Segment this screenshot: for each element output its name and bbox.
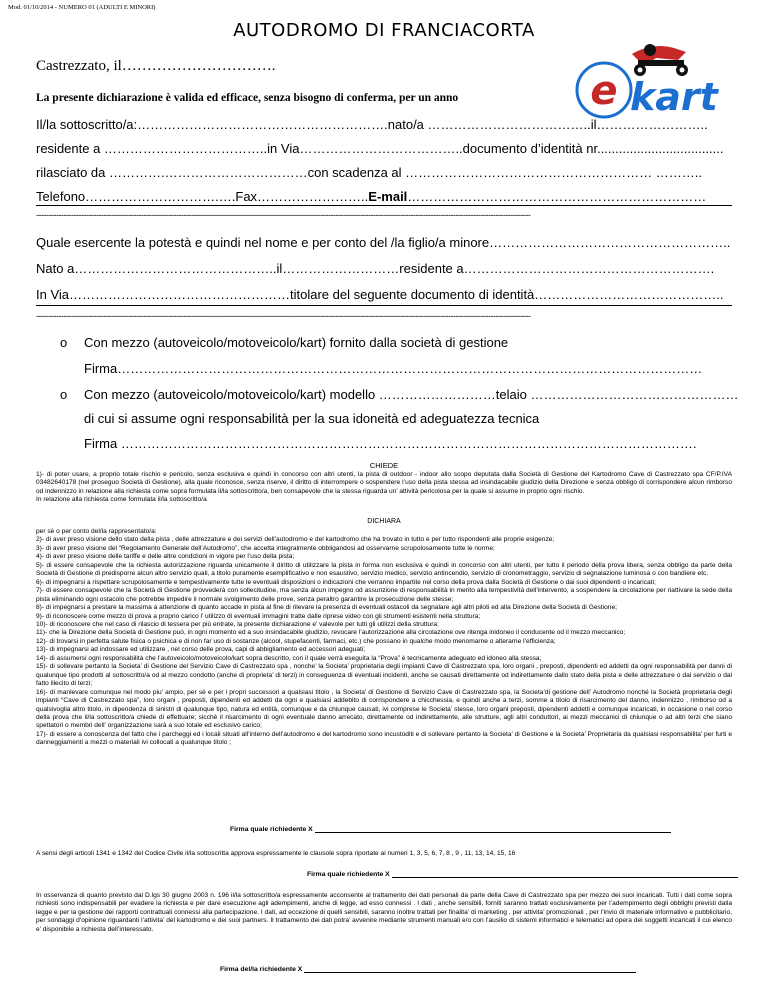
form-line-minor: Quale esercente la potestà e quindi nel nome e per conto del /la figlio/a minore……………………………………………….. — [36, 235, 731, 250]
signature-field-2[interactable]: Firma quale richiedente X — [307, 871, 738, 878]
form-line-document: rilasciato da ………….……………………………con scadenza al ………………………………………………… ……….. — [36, 165, 702, 180]
dashed-separator: ------------------------------------------------------------------------------------------------------------------------------------------------------------------------------------------------------ — [36, 210, 531, 220]
signature-line-2: Firma ……………………………………………………………………………………………………………………. — [84, 436, 697, 451]
phone-fax-label: Telefono………………………….….Fax…………………….. — [36, 189, 369, 204]
dichiara-clauses: per sè o per conto del/la rappresentato/a: 2)- di aver preso visione dello stato della pista , delle attrezzature e dei servizi dell’autodromo e del kartodromo che ha trovato in tutto e per tutto rispondenti alle proprie esigenze; 3)- di aver preso visione del “Regolamento Generale dell’Autodromo”, che accetta integralmente obbligandosi ad osservarne scrupolosamente tutte le norme; 4)- di aver preso visione delle tariffe e delle altre condizioni in vigore per l’uso della pista; 5)- di essere consapevole che la richiesta autorizzazione riguarda unicamente il diritto di utilizzare la pista in forma non esclusiva e quindi in concorso con altri utenti, per tutto il periodo della prova libera, senza obbligo da parte della Società di Gestione di predisporre alcun altro servizio quali, a titolo puramente esemplificativo e non esaustivo, servizio medico, servizio antincendio, servizio di cronometraggio, servizio di segnalazione luminosa o con bandiere etc. 6)- di impegnarsi a rispettare scrupolosamente e tempestivamente tutte le eventuali disposizioni o indicazioni che verranno impartite nel corso della prova dalla Società di Gestione o dai suoi dipendenti o incaricati; 7)- di essere consapevole che la Società di Gestione provvederà con sollecitudine, ma senza alcun impegno od assunzione di responsabilità in merito alla tempestività dell’intervento, a sospendere la circolazione per riattivare la sede della pista eliminando ogni ostacolo che potrebbe impedire il normale svolgimento delle prove, senza peraltro garantire la prosecuzione delle stesse; 8)- di impegnarsi a prestare la massima a attenzione di quanto accade in pista al fine di rilevare la presenza di eventuali ostacoli da segnalare agli altri piloti ed alla Direzione della Società di Gestione; 9)- di riconoscere come mezzo di prova a proprio carico l’ utilizzo di eventuali immagini tratte dalle riprese video con gli strumenti esistenti nella struttura; 10)- di riconoscere che nel caso di rilascio di tessera per più entrate, la presente dichiarazione e’ valevole per tutti gli utilizzi della struttura; 11)- che la Direzione della Società di Gestione può, in ogni momento ed a suo insindacabile giudizio, revocare l’autorizzazione alla circolazione ove ritenga inidoneo il conducente od il mezzo meccanico; 12)- di trovarsi in perfetta salute fisica o psichica e di non far uso di sostanze (alcool, stupefacenti, farmaci, etc.) che possano in qualche modo menomarne o alterarne l’efficienza; 13)- di impegnarsi ad indossare ed utilizzare , nel corso delle prova, capi di abbigliamento ed accessori adeguati; 14)- di assumersi ogni responsabilità che l’autoveicolo/motoveicolo/kart sopra descritto, con il quale verrà eseguita la “Prova” è tecnicamente adeguato ed idoneo alla stessa; 15)- di sollevare pertanto la Societa’ di Gestione del Servizio Cave di Castrezzato spa , nonche’ la Societa’ proprietaria degli impianti Cave di Castrezzato spa, loro organi , preposti, dipendenti ed addetti da ogni responsabilità per danni di qualunque tipo prodotti al sottoscritto/a od al mezzo condotto (anche di proprieta’ di terzi) in conseguenza di eventuali incidenti, anche se causati direttamente od indirettamente dallo stato della pista e delle attrezzature o dal servizio o dal fatto illecito di terzi; 16)- di manlevare comunque nel modo piu’ ampio, per sè e per i propri successori a qualsiasi titolo , la Societa’ di Gestione di Servizio Cave di Castrezzato spa, la Societa’di gestione dell’ Autodromo nonché la Società proprietaria degli impianti “Cave di Castrezzato spa”, loro organi , preposti, dipendenti ed addetti da ogni e qualsiasi addebito di corrispondere a chicchessia, e quindi anche a terzi, somme a titolo di risarcimento del danno, indennizzo , rimborso od a qualsivoglia altro titolo, in dipendenza di sinistri di qualunque tipo, natura ed entità, comunque e da chiunque causati, ivi comprese le Societa’ stesse, loro organi preposti, dipendenti addetti e comunque incaricati, in occasione o nel corso della prova che il/la sottoscritto/a chiede di effettuare; sicchè il risarcimento di ogni eventuale danno arrecato, direttamente od indirettamente, alle strutture, agli altri conduttori, ai mezzi meccanici di chiunque o ad altri terzi che siano spettatori o membri dell’ organizzazione sarà a suo totale ed esclusivo carico; 17)- di essere a conoscenza del fatto che i parcheggi ed i locali situati all’interno dell’autodromo e del kartodromo sono incustoditi e di sollevare pertanto la Societa’ di Gestione e la Societa’ Proprietaria da qualsiasi responsabilita’ per furti e danneggiamenti a mezzi o materiali ivi collocati a qualunque titolo ; — [36, 528, 732, 747]
dashed-separator-2: ------------------------------------------------------------------------------------------------------------------------------------------------------------------------------------------------------ — [36, 311, 531, 321]
responsibility-line: di cui si assume ogni responsabilità per la sua idoneità ed adeguatezza tecnica — [84, 411, 540, 426]
logo-letter: e — [590, 68, 618, 114]
document-title: AUTODROMO DI FRANCIACORTA — [233, 20, 535, 41]
ekart-logo — [574, 38, 752, 124]
chiede-text: 1)- di poter usare, a proprio totale rischio e pericolo, senza esclusiva e quindi in concorso con altri utenti, la pista di outdoor - indoor allo scopo deputata dalla Società di Gestione del Kartodromo Cave di Castrezzato spa CF/P.IVA 03482640178 (nel proseguo Società di Gestione), alla quale riconosce, senza riserve, il diritto di interrompere o sospendere l’uso della pista stessa ad insindacabile giudizio della Direzione e senza obbligo di corrispondere alcun rimborso od indennizzo in relazione alla richiesta come sopra formulata il/la sottoscritto/a, ben consapevole che la stessa riguarda un’ attività pericolosa per la quale si assume in proprio ogni rischio. In relazione alla richiesta come formulata il/la sottoscritto/a — [36, 471, 732, 504]
form-line-minor-birth: Nato a………………………………………..il………………………residente a…………………………………………………. — [36, 261, 715, 276]
form-line-minor-address: In Via……………………………………………titolare del seguente documento di identità…………………………………….. — [36, 287, 724, 302]
separator-middle — [36, 305, 732, 306]
privacy-consent: In osservanza di quanto previsto dal D.lgs 30 giugno 2003 n. 196 il/la sottoscritto/a espressamente acconsente al trattamento dei dati personali da parte della Cave di Castrezzato spa per mezzo dei suoi incaricati. Tutti i dati come sopra richiesti sono indispensabili per evadere la richiesta e per dare esecuzione agli adempimenti, anche di legge, ad esso connessi . I dati , anche sensibili, forniti saranno trattati esclusivamente per l’adempimento degli obblighi previsti dalla legge e per la gestione dei rapporti contrattuali connessi alla partecipazione. I dati, ad eccezione di quelli sensibili, saranno inoltre trattati per finalita’ di marketing , per attivita’ promozionali , per l’invio di materiale informativo e pubblicitario, per sondaggi d’opinione riguardanti l’attivita’ del kartodromo e dei suoi partners. Il trattamento dei dati potra’ avvenire mediante strumenti manuali e/o con l’ausilio di sistemi informatici e telematici ad opera dei soggetti incaricati il cui elenco e’ disponibile a richiesta dell’interessato. — [36, 892, 732, 933]
form-line-name: Il/la sottoscritto/a:………………………………………………….nato/a ………………………………..il…………………….. — [36, 117, 708, 132]
checkbox-icon[interactable]: o — [60, 335, 68, 350]
signature-field-1[interactable]: Firma quale richiedente X — [230, 826, 671, 833]
signature-line-1: Firma……………………………………………………………………………………………………………………… — [84, 361, 703, 376]
checkbox-icon[interactable]: o — [60, 387, 68, 402]
civil-code-approval: A sensi degli articoli 1341 e 1342 del Codice Civile il/la sottoscritta approva espressamente le clausole sopra riportate ai numeri 1, 3, 5, 6, 7, 8 , 9 , 11, 13, 14, 15, 16 — [36, 850, 516, 857]
option-own-vehicle[interactable]: o Con mezzo (autoveicolo/motoveicolo/kart) modello ………………………telaio ………………………………………… — [60, 387, 739, 402]
form-code: Mod. 01/10/2014 - NUMERO 01 (ADULTI E MINORI) — [8, 4, 156, 11]
email-dots: …………………………………………………………… — [407, 189, 707, 204]
signature-field-3[interactable]: Firma del/la richiedente X — [220, 966, 636, 973]
form-line-contacts — [36, 189, 706, 204]
logo-text: kart — [630, 75, 718, 119]
validity-statement: La presente dichiarazione è valida ed efficace, senza bisogno di conferma, per un anno — [36, 92, 459, 104]
option-provided-vehicle[interactable]: o Con mezzo (autoveicolo/motoveicolo/kart) fornito dalla società di gestione — [60, 335, 509, 350]
email-label: E-mail — [368, 189, 408, 204]
dichiara-heading: DICHIARA — [367, 518, 401, 525]
separator-top — [36, 205, 732, 206]
place-date-line: Castrezzato, il…………………………. — [36, 58, 276, 74]
kart-icon — [632, 44, 688, 76]
form-line-address: residente a ………………………………..in Via………………………………..documento d’identità nr................................... — [36, 141, 724, 156]
chiede-heading: CHIEDE — [369, 461, 399, 470]
